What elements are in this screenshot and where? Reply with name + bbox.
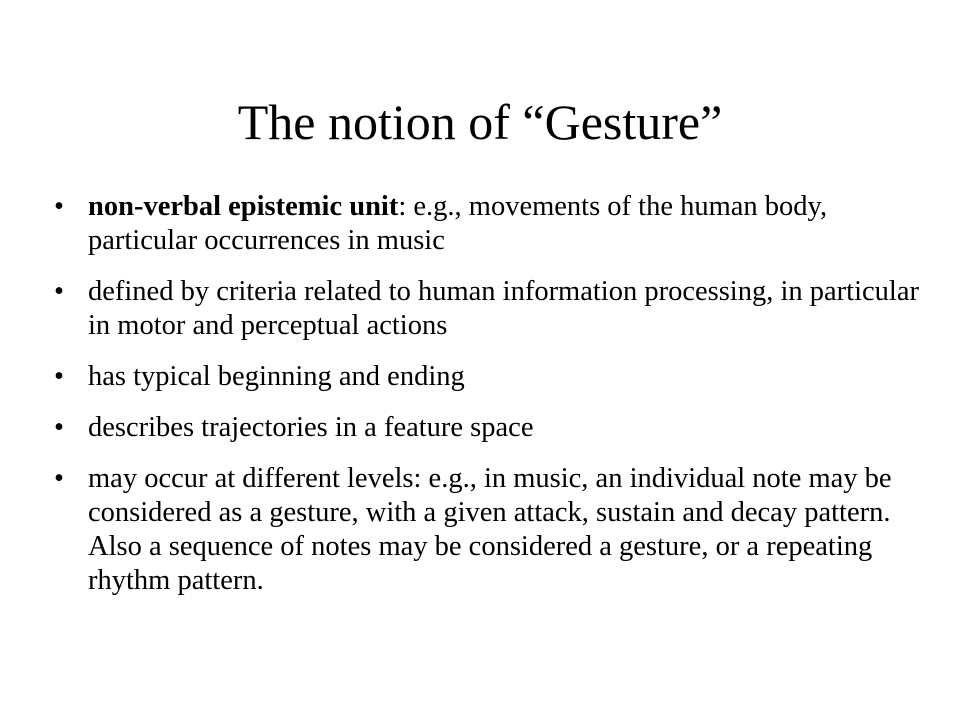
bullet-text: defined by criteria related to human information processing, in particular in motor and perceptual actions bbox=[88, 276, 919, 341]
bullet-icon: • bbox=[54, 412, 64, 443]
bullet-text: may occur at different levels: e.g., in music, an individual note may be considered as a gesture, with a given attack, sustain and decay pattern. Also a sequence of notes may be considered a gesture, or a repeating rhythm pattern. bbox=[88, 463, 892, 596]
bullet-text: describes trajectories in a feature space bbox=[88, 412, 534, 443]
bullet-item bbox=[48, 462, 928, 598]
bullet-term: non-verbal epistemic unit bbox=[88, 191, 399, 222]
bullet-item bbox=[48, 360, 928, 394]
bullet-text: : e.g., movements of the human body, particular occurrences in music bbox=[88, 191, 828, 256]
bullet-item bbox=[48, 411, 928, 445]
bullet-text: has typical beginning and ending bbox=[88, 361, 465, 392]
bullet-icon: • bbox=[54, 463, 64, 494]
bullet-icon: • bbox=[54, 276, 64, 307]
bullet-item bbox=[48, 275, 928, 343]
bullet-list bbox=[48, 190, 928, 615]
bullet-icon: • bbox=[54, 191, 64, 222]
bullet-icon: • bbox=[54, 361, 64, 392]
bullet-item bbox=[48, 190, 928, 258]
slide-title: The notion of “Gesture” bbox=[237, 94, 723, 150]
